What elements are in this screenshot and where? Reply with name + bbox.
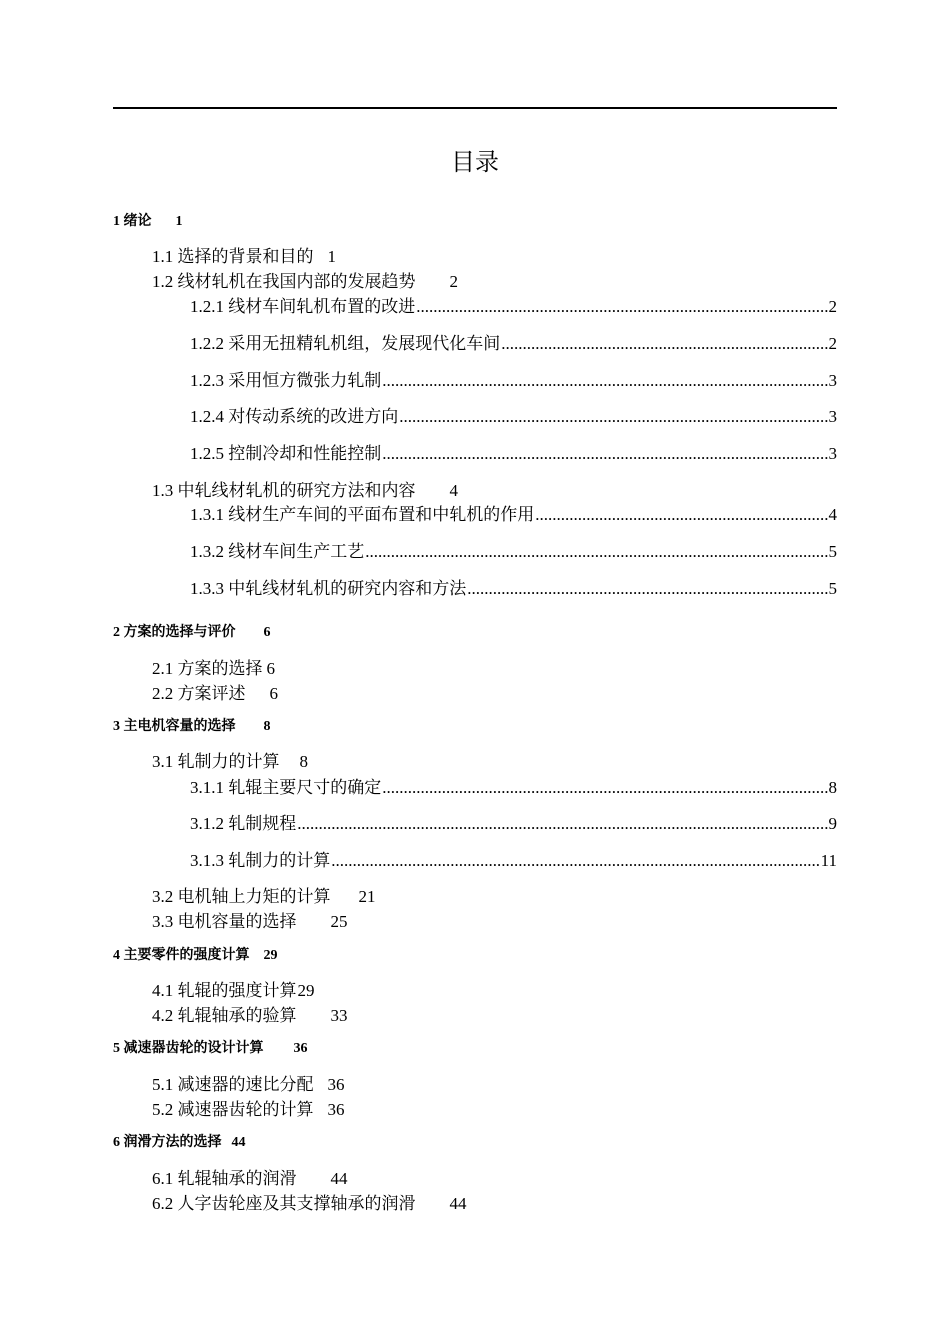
toc-page: 44 <box>231 1135 246 1150</box>
toc-label: 5 减速器齿轮的设计计算 <box>113 1041 264 1056</box>
toc-section-3-3[interactable] <box>152 910 348 934</box>
toc-label: 3.3 电机容量的选择 <box>152 912 297 931</box>
toc-label: 6.1 轧辊轴承的润滑 <box>152 1169 297 1188</box>
toc-chapter-2[interactable] <box>113 623 271 643</box>
toc-page: 25 <box>330 912 348 931</box>
toc-label: 5.2 减速器齿轮的计算 <box>152 1100 314 1119</box>
toc-leader <box>382 369 827 393</box>
toc-section-3-1[interactable] <box>152 750 308 774</box>
toc-subsection-1-3-2[interactable] <box>190 540 837 564</box>
toc-section-4-1[interactable] <box>152 979 315 1003</box>
toc-chapter-4[interactable] <box>113 946 278 966</box>
toc-section-4-2[interactable] <box>152 1004 348 1028</box>
toc-label: 1.3.1 线材生产车间的平面布置和中轧机的作用 <box>190 505 535 524</box>
toc-section-6-1[interactable] <box>152 1167 348 1191</box>
toc-subsection-3-1-3[interactable] <box>190 849 837 873</box>
toc-leader <box>382 776 827 800</box>
toc-page: 4 <box>828 505 837 524</box>
toc-page: 6 <box>266 659 275 678</box>
toc-section-1-2[interactable] <box>152 270 458 294</box>
toc-chapter-1[interactable] <box>113 212 183 232</box>
toc-chapter-5[interactable] <box>113 1039 308 1059</box>
toc-page: 6 <box>263 625 271 640</box>
toc-chapter-6[interactable] <box>113 1133 246 1153</box>
toc-label: 4.1 轧辊的强度计算 <box>152 981 297 1000</box>
toc-page: 36 <box>327 1100 345 1119</box>
toc-label: 6.2 人字齿轮座及其支撑轴承的润滑 <box>152 1194 416 1213</box>
toc-chapter-3[interactable] <box>113 717 271 737</box>
toc-label: 4 主要零件的强度计算 <box>113 948 250 963</box>
toc-subsection-1-2-2[interactable] <box>190 332 837 356</box>
toc-label: 1 绪论 <box>113 214 152 229</box>
toc-leader <box>535 503 827 527</box>
toc-label: 1.2.2 采用无扭精轧机组，发展现代化车间 <box>190 334 501 353</box>
toc-label: 5.1 减速器的速比分配 <box>152 1075 314 1094</box>
toc-leader <box>382 442 827 466</box>
toc-section-2-1[interactable] <box>152 657 275 681</box>
toc-leader <box>365 540 827 564</box>
toc-section-3-2[interactable] <box>152 885 376 909</box>
toc-leader <box>399 405 827 429</box>
toc-label: 3 主电机容量的选择 <box>113 719 236 734</box>
toc-page: 11 <box>820 851 837 870</box>
toc-section-1-3[interactable] <box>152 479 458 503</box>
toc-section-6-2[interactable] <box>152 1192 467 1216</box>
toc-page: 21 <box>358 887 376 906</box>
toc-page: 6 <box>269 684 278 703</box>
toc-page: 3 <box>828 444 837 463</box>
toc-section-5-2[interactable] <box>152 1098 345 1122</box>
toc-page: 3 <box>828 371 837 390</box>
page-title: 目录 <box>451 148 499 176</box>
toc-page: 5 <box>828 579 837 598</box>
toc-page: 29 <box>297 981 315 1000</box>
toc-subsection-3-1-2[interactable] <box>190 812 837 836</box>
toc-section-5-1[interactable] <box>152 1073 345 1097</box>
toc-subsection-1-2-3[interactable] <box>190 369 837 393</box>
toc-subsection-3-1-1[interactable] <box>190 776 837 800</box>
toc-page: 36 <box>327 1075 345 1094</box>
toc-subsection-1-3-1[interactable] <box>190 503 837 527</box>
toc-label: 1.2 线材轧机在我国内部的发展趋势 <box>152 272 416 291</box>
toc-page: 5 <box>828 542 837 561</box>
toc-label: 1.1 选择的背景和目的 <box>152 247 314 266</box>
toc-page: 1 <box>175 214 183 229</box>
toc-label: 1.2.5 控制冷却和性能控制 <box>190 444 382 463</box>
toc-page: 1 <box>327 247 336 266</box>
toc-page: 3 <box>828 407 837 426</box>
toc-leader <box>501 332 827 356</box>
toc-label: 1.3 中轧线材轧机的研究方法和内容 <box>152 481 416 500</box>
toc-label: 1.3.2 线材车间生产工艺 <box>190 542 365 561</box>
toc-section-2-2[interactable] <box>152 682 278 706</box>
toc-subsection-1-2-5[interactable] <box>190 442 837 466</box>
header-rule <box>113 107 837 109</box>
toc-leader <box>416 295 827 319</box>
toc-page: 2 <box>828 334 837 353</box>
toc-label: 3.1 轧制力的计算 <box>152 752 280 771</box>
toc-label: 3.1.3 轧制力的计算 <box>190 851 331 870</box>
toc-leader <box>297 812 827 836</box>
toc-page: 29 <box>263 948 278 963</box>
toc-subsection-1-3-3[interactable] <box>190 577 837 601</box>
toc-label: 6 润滑方法的选择 <box>113 1135 222 1150</box>
toc-label: 1.2.4 对传动系统的改进方向 <box>190 407 399 426</box>
toc-page: 4 <box>449 481 458 500</box>
toc-page: 44 <box>449 1194 467 1213</box>
toc-label: 3.1.1 轧辊主要尺寸的确定 <box>190 778 382 797</box>
toc-page: 8 <box>828 778 837 797</box>
toc-page: 8 <box>263 719 271 734</box>
toc-label: 4.2 轧辊轴承的验算 <box>152 1006 297 1025</box>
toc-section-1-1[interactable] <box>152 245 336 269</box>
toc-leader <box>467 577 827 601</box>
toc-page: 2 <box>828 297 837 316</box>
toc-label: 3.1.2 轧制规程 <box>190 814 297 833</box>
toc-label: 1.3.3 中轧线材轧机的研究内容和方法 <box>190 579 467 598</box>
toc-page: 8 <box>299 752 308 771</box>
toc-page: 36 <box>293 1041 308 1056</box>
toc-subsection-1-2-1[interactable] <box>190 295 837 319</box>
toc-label: 2 方案的选择与评价 <box>113 625 236 640</box>
toc-page: 9 <box>828 814 837 833</box>
toc-label: 2.2 方案评述 <box>152 684 246 703</box>
toc-label: 1.2.3 采用恒方微张力轧制 <box>190 371 382 390</box>
toc-page: 44 <box>330 1169 348 1188</box>
toc-leader <box>331 849 819 873</box>
toc-page: 33 <box>330 1006 348 1025</box>
toc-page: 2 <box>449 272 458 291</box>
toc-label: 3.2 电机轴上力矩的计算 <box>152 887 331 906</box>
toc-label: 1.2.1 线材车间轧机布置的改进 <box>190 297 416 316</box>
toc-label: 2.1 方案的选择 <box>152 659 263 678</box>
toc-subsection-1-2-4[interactable] <box>190 405 837 429</box>
